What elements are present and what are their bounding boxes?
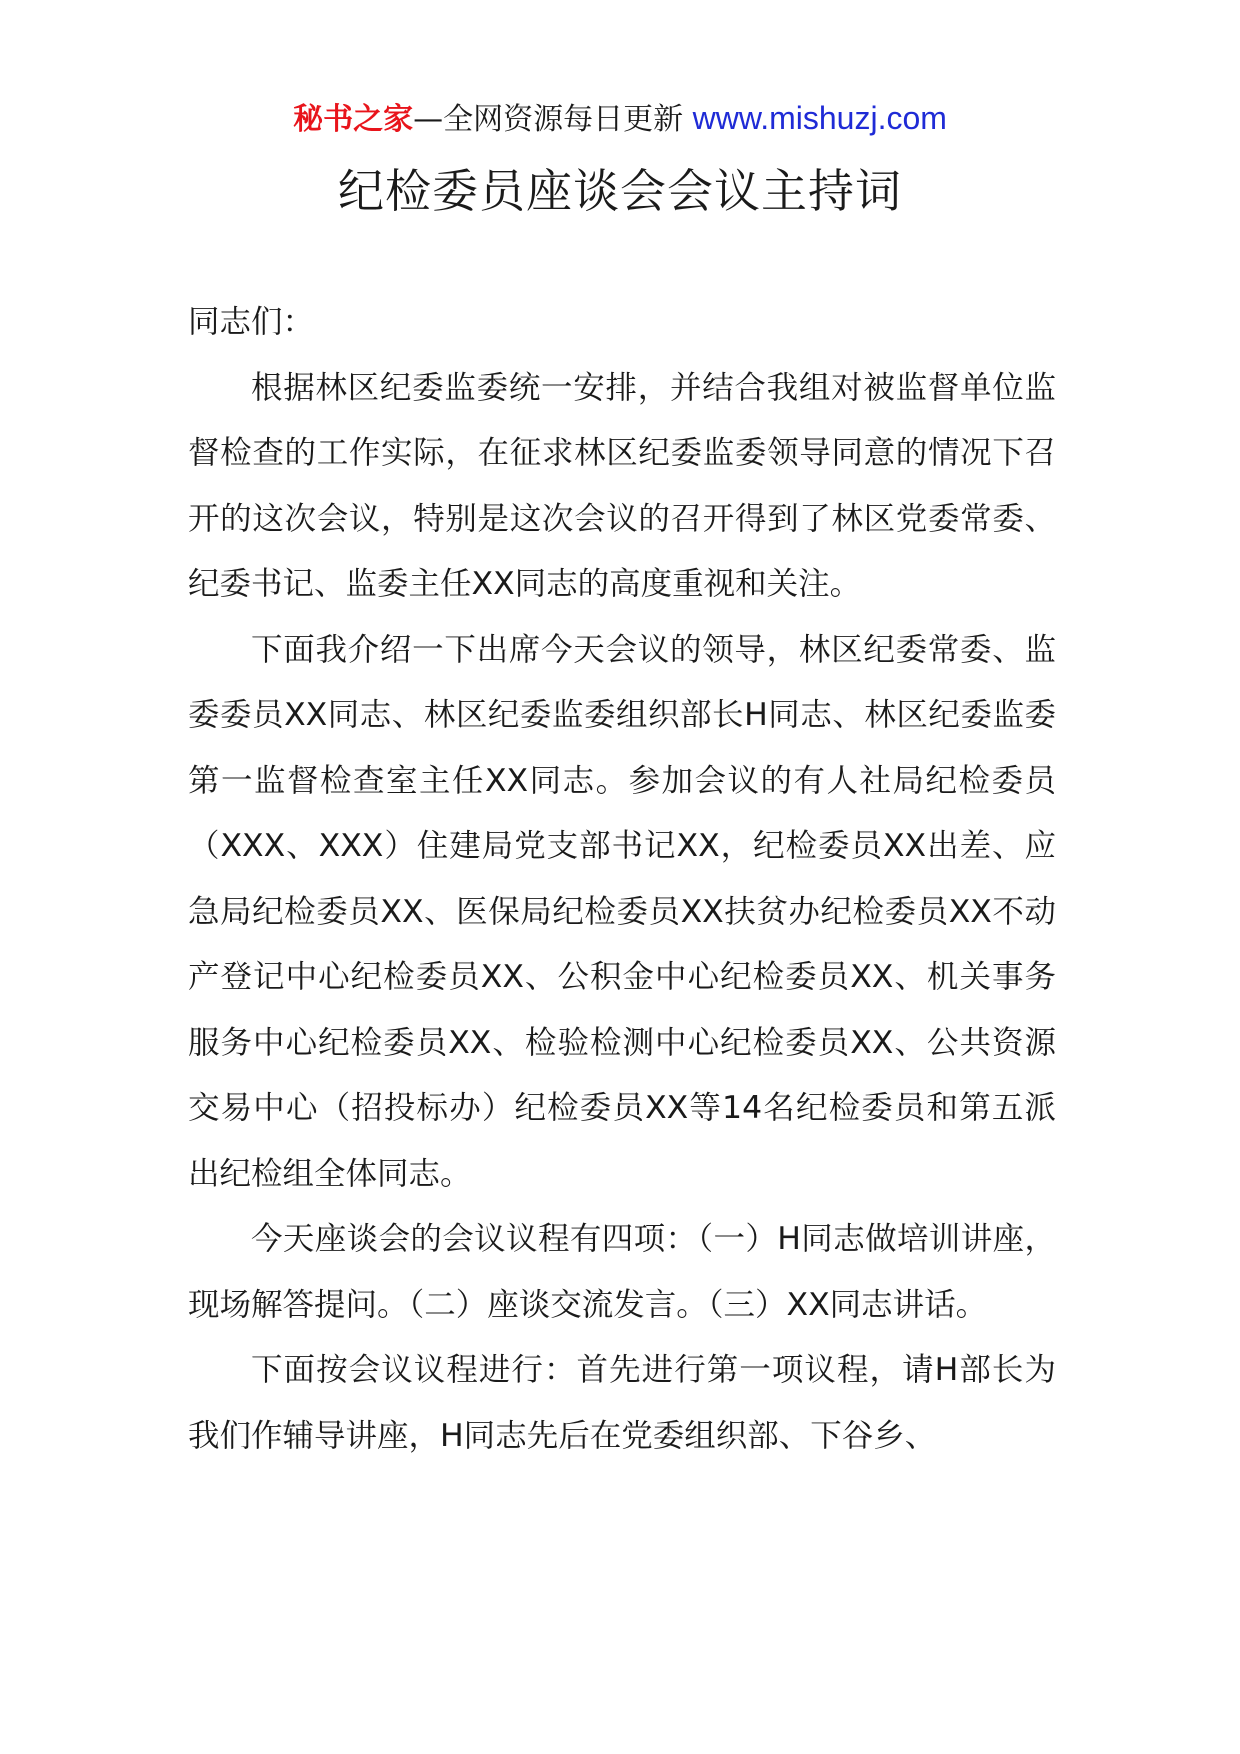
brand-name: 秘书之家 [293,102,414,137]
salutation: 同志们： [188,304,315,340]
paragraph-1: 根据林区纪委监委统一安排，并结合我组对被监督单位监督检查的工作实际，在征求林区纪委监委领导同意的情况下召开的这次会议，特别是这次会议的召开得到了林区党委常委、纪委书记、监委主任XX同志的高度重视和关注。 [188,369,1056,602]
document-title: 纪检委员座谈会会议主持词 [338,164,902,218]
banner-tagline: —全网资源每日更新 [413,102,693,137]
paragraph-4: 下面按会议议程进行：首先进行第一项议程，请H部长为我们作辅导讲座，H同志先后在党委组织部、下谷乡、 [188,1352,1056,1454]
paragraph-3: 今天座谈会的会议议程有四项：（一）H同志做培训讲座，现场解答提问。（二）座谈交流发言。（三）XX同志讲话。 [188,1221,1056,1323]
site-url-link[interactable]: www.mishuzj.com [692,100,947,136]
site-banner [0,98,1240,140]
paragraph-2: 下面我介绍一下出席今天会议的领导，林区纪委常委、监委委员XX同志、林区纪委监委组织部长H同志、林区纪委监委第一监督检查室主任XX同志。参加会议的有人社局纪检委员（XXX、XXX）住建局党支部书记XX，纪检委员XX出差、应急局纪检委员XX、医保局纪检委员XX扶贫办纪检委员XX不动产登记中心纪检委员XX、公积金中心纪检委员XX、机关事务服务中心纪检委员XX、检验检测中心纪检委员XX、公共资源交易中心（招投标办）纪检委员XX等14名纪检委员和第五派出纪检组全体同志。 [188,631,1056,1192]
document-body [188,290,1056,1469]
